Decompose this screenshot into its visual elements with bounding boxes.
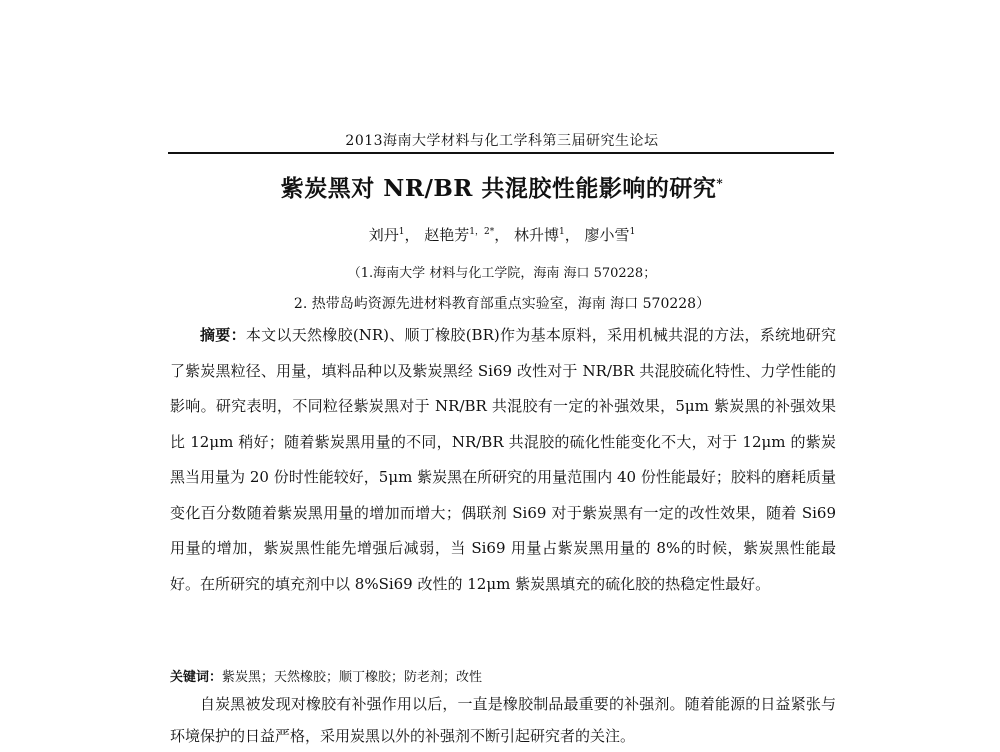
- author-separator: ，: [494, 226, 510, 244]
- header-rule: [168, 152, 834, 154]
- author: 刘丹: [368, 226, 399, 244]
- author: 赵艳芳: [424, 226, 470, 244]
- author-affil-mark: 1: [398, 227, 405, 237]
- keywords-text: 紫炭黑；天然橡胶；顺丁橡胶；防老剂；改性: [222, 670, 483, 685]
- author: 廖小雪: [584, 226, 630, 244]
- abstract-label: 摘要：: [200, 326, 246, 344]
- affiliation-1: （1.海南大学 材料与化工学院，海南 海口 570228；: [347, 266, 657, 281]
- affiliation-2: 2. 热带岛屿资源先进材料教育部重点实验室，海南 海口 570228）: [293, 296, 711, 312]
- author-affil-mark: 1: [559, 227, 565, 237]
- intro-paragraph: 自炭黑被发现对橡胶有补强作用以后，一直是橡胶制品最重要的补强剂。随着能源的日益紧张与环境保护的日益严格，采用炭黑以外的补强剂不断引起研究者的关注。: [170, 695, 836, 745]
- abstract-text: 本文以天然橡胶(NR)、顺丁橡胶(BR)作为基本原料，采用机械共混的方法，系统地研究了紫炭黑粒径、用量，填料品种以及紫炭黑经 Si69 改性对于 NR/BR 共混胶硫化特性、力学性能的影响。研究表明，不同粒径紫炭黑对于 NR/BR 共混胶有一定的补强效果，5μm 紫炭黑的补强效果比 12μm 稍好；随着紫炭黑用量的不同，NR/BR 共混胶的硫化性能变化不大，对于 12μm 的紫炭黑当用量为 20 份时性能较好，5μm 紫炭黑在所研究的用量范围内 40 份性能最好；胶料的磨耗质量变化百分数随着紫炭黑用量的增加而增大；偶联剂 Si69 对于紫炭黑有一定的改性效果，随着 Si69 用量的增加，紫炭黑性能先增强后减弱，当 Si69 用量占紫炭黑用量的 8%的时候，紫炭黑性能最好。在所研究的填充剂中以 8%Si69 改性的 12μm 紫炭黑填充的硫化胶的热稳定性最好。: [170, 326, 836, 593]
- author-affil-mark: 1，2*: [469, 227, 495, 237]
- title-text: 紫炭黑对 NR/BR 共混胶性能影响的研究: [280, 175, 717, 202]
- keywords-label: 关键词：: [170, 670, 223, 685]
- paper-title: [170, 170, 834, 203]
- author: 林升博: [514, 226, 560, 244]
- author-separator: ，: [404, 226, 420, 244]
- title-footnote-mark: *: [716, 176, 724, 191]
- abstract: [170, 318, 836, 602]
- author-separator: ，: [564, 226, 580, 244]
- keywords: [170, 666, 834, 685]
- author-affil-mark: 1: [629, 227, 636, 237]
- author-list: [170, 224, 834, 245]
- running-head: 2013海南大学材料与化工学科第三届研究生论坛: [345, 133, 659, 149]
